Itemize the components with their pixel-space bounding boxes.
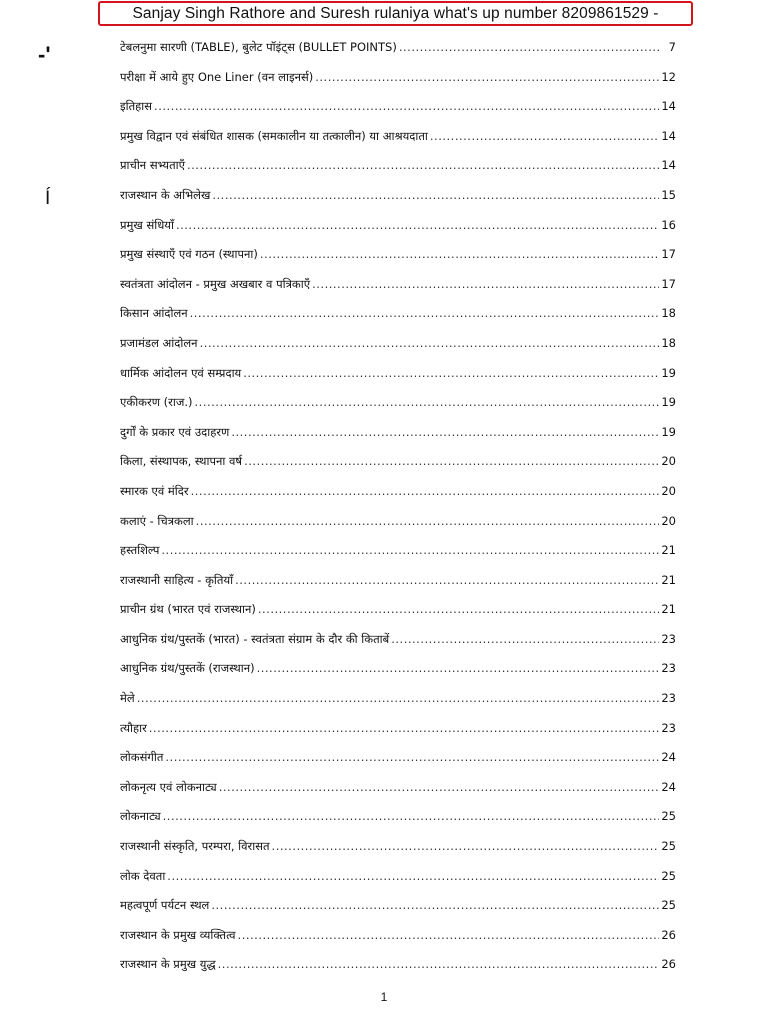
toc-entry-page: 23 [661, 691, 676, 706]
page-number: 1 [380, 990, 388, 1004]
banner-text: Sanjay Singh Rathore and Suresh rulaniya what's up number 8209861529 - [132, 4, 659, 22]
toc-entry[interactable] [120, 862, 676, 892]
toc-entry[interactable] [120, 211, 676, 241]
toc-entry-page: 7 [668, 40, 676, 54]
dot-leader [312, 270, 659, 300]
dot-leader [200, 329, 660, 359]
toc-entry-title: राजस्थान के प्रमुख युद्ध [120, 957, 216, 972]
toc-entry-page: 21 [661, 543, 676, 558]
dot-leader [190, 299, 660, 329]
toc-entry-title: राजस्थानी संस्कृति, परम्परा, विरासत [120, 839, 270, 854]
toc-entry[interactable] [120, 418, 676, 448]
toc-entry-title: एकीकरण (राज.) [120, 395, 193, 410]
dot-leader [195, 388, 660, 418]
dot-leader [212, 181, 659, 211]
toc-entry-title: लोकनाट्य [120, 809, 161, 824]
dot-leader [430, 122, 659, 152]
toc-entry[interactable] [120, 891, 676, 921]
toc-entry-page: 18 [661, 306, 676, 321]
toc-entry-title: परीक्षा में आये हुए One Liner (वन लाइनर्स) [120, 69, 314, 84]
dot-leader [257, 654, 660, 684]
dot-leader [211, 891, 659, 921]
toc-entry[interactable] [120, 240, 676, 270]
toc-entry-page: 23 [661, 661, 676, 676]
toc-entry-title: प्रमुख विद्वान एवं संबंधित शासक (समकालीन या तत्कालीन) या आश्रयदाता [120, 128, 428, 143]
toc-entry-title: किसान आंदोलन [120, 306, 188, 321]
dot-leader [235, 566, 659, 596]
dot-leader [243, 359, 659, 389]
dot-leader [165, 743, 659, 773]
margin-mark: Í [45, 188, 51, 209]
toc-entry-page: 15 [661, 187, 676, 202]
toc-entry-title: मेले [120, 691, 135, 706]
toc-entry-title: लोकनृत्य एवं लोकनाट्य [120, 779, 217, 794]
table-of-contents [120, 33, 676, 980]
toc-entry[interactable] [120, 388, 676, 418]
toc-entry-title: स्मारक एवं मंदिर [120, 483, 189, 498]
dot-leader [391, 625, 659, 655]
toc-entry[interactable] [120, 921, 676, 951]
margin-mark: -' [38, 42, 51, 67]
toc-entry-page: 23 [661, 631, 676, 646]
dot-leader [258, 595, 660, 625]
toc-entry-page: 24 [661, 779, 676, 794]
toc-entry-page: 25 [661, 809, 676, 824]
toc-entry-title: राजस्थान के अभिलेख [120, 187, 211, 202]
dot-leader [219, 773, 660, 803]
dot-leader [137, 684, 660, 714]
toc-entry-title: धार्मिक आंदोलन एवं सम्प्रदाय [120, 365, 242, 380]
toc-entry[interactable] [120, 802, 676, 832]
dot-leader [196, 507, 660, 537]
toc-entry-page: 19 [661, 424, 676, 439]
toc-entry[interactable] [120, 329, 676, 359]
toc-entry-title: प्रजामंडल आंदोलन [120, 335, 198, 350]
dot-leader [231, 418, 659, 448]
toc-entry-title: राजस्थान के प्रमुख व्यक्तित्व [120, 927, 236, 942]
toc-entry-page: 20 [661, 513, 676, 528]
toc-entry[interactable] [120, 92, 676, 122]
toc-entry-page: 20 [661, 454, 676, 469]
toc-entry-title: महत्वपूर्ण पर्यटन स्थल [120, 898, 210, 913]
toc-entry-title: हस्तशिल्प [120, 543, 160, 558]
toc-entry-title: टेबलनुमा सारणी (TABLE), बुलेट पॉइंट्स (BULLET POINTS) [120, 40, 397, 54]
toc-entry-title: राजस्थानी साहित्य - कृतियाँ [120, 572, 234, 587]
toc-entry[interactable] [120, 359, 676, 389]
toc-entry-page: 14 [661, 128, 676, 143]
toc-entry[interactable] [120, 625, 676, 655]
toc-entry-page: 21 [661, 602, 676, 617]
toc-entry-page: 14 [661, 158, 676, 173]
toc-entry-title: किला, संस्थापक, स्थापना वर्ष [120, 454, 243, 469]
toc-entry-page: 20 [661, 483, 676, 498]
toc-entry-title: प्राचीन सभ्यताएँ [120, 158, 185, 173]
toc-entry[interactable] [120, 477, 676, 507]
toc-entry-page: 19 [661, 395, 676, 410]
toc-entry-title: कलाएं - चित्रकला [120, 513, 194, 528]
toc-entry[interactable] [120, 595, 676, 625]
dot-leader [315, 63, 659, 93]
dot-leader [163, 802, 660, 832]
dot-leader [191, 477, 660, 507]
dot-leader [260, 240, 659, 270]
toc-entry[interactable] [120, 950, 676, 980]
toc-entry-title: प्राचीन ग्रंथ (भारत एवं राजस्थान) [120, 602, 256, 617]
dot-leader [218, 950, 660, 980]
toc-entry[interactable] [120, 832, 676, 862]
toc-entry[interactable] [120, 773, 676, 803]
dot-leader [272, 832, 660, 862]
toc-entry[interactable] [120, 122, 676, 152]
toc-entry[interactable] [120, 743, 676, 773]
toc-entry-page: 24 [661, 750, 676, 765]
toc-entry-page: 23 [661, 720, 676, 735]
toc-entry[interactable] [120, 33, 676, 63]
toc-entry-title: लोक देवता [120, 868, 166, 883]
toc-entry-page: 25 [661, 839, 676, 854]
dot-leader [161, 536, 659, 566]
toc-entry-page: 16 [661, 217, 676, 232]
toc-entry[interactable] [120, 299, 676, 329]
toc-entry-page: 19 [661, 365, 676, 380]
toc-entry[interactable] [120, 151, 676, 181]
dot-leader [187, 151, 659, 181]
toc-entry[interactable] [120, 63, 676, 93]
toc-entry-title: आधुनिक ग्रंथ/पुस्तकें (भारत) - स्वतंत्रता संग्राम के दौर की किताबें [120, 631, 390, 646]
toc-entry-page: 18 [661, 335, 676, 350]
dot-leader [399, 33, 660, 63]
toc-entry[interactable] [120, 684, 676, 714]
toc-entry[interactable] [120, 714, 676, 744]
toc-entry-title: स्वतंत्रता आंदोलन - प्रमुख अखबार व पत्रिकाएँ [120, 276, 311, 291]
toc-entry[interactable] [120, 507, 676, 537]
toc-entry[interactable] [120, 181, 676, 211]
toc-entry-page: 12 [661, 69, 676, 84]
toc-entry-title: दुर्गों के प्रकार एवं उदाहरण [120, 424, 230, 439]
toc-entry-title: लोकसंगीत [120, 750, 164, 765]
dot-leader [149, 714, 660, 744]
toc-entry-page: 26 [661, 957, 676, 972]
toc-entry-page: 14 [661, 99, 676, 114]
dot-leader [176, 211, 659, 241]
toc-entry-page: 17 [661, 276, 676, 291]
toc-entry-title: आधुनिक ग्रंथ/पुस्तकें (राजस्थान) [120, 661, 255, 676]
toc-entry-page: 25 [661, 898, 676, 913]
toc-entry[interactable] [120, 270, 676, 300]
dot-leader [154, 92, 659, 122]
dot-leader [238, 921, 660, 951]
dot-leader [167, 862, 659, 892]
toc-entry-title: त्यौहार [120, 720, 147, 735]
toc-entry[interactable] [120, 447, 676, 477]
toc-entry-page: 17 [661, 247, 676, 262]
toc-entry-title: प्रमुख संधियाँ [120, 217, 174, 232]
toc-entry[interactable] [120, 536, 676, 566]
toc-entry-title: प्रमुख संस्थाएँ एवं गठन (स्थापना) [120, 247, 258, 262]
toc-entry-title: इतिहास [120, 99, 153, 114]
toc-entry[interactable] [120, 566, 676, 596]
dot-leader [244, 447, 659, 477]
toc-entry-page: 21 [661, 572, 676, 587]
toc-entry-page: 26 [661, 927, 676, 942]
header-banner [98, 1, 693, 26]
toc-entry[interactable] [120, 654, 676, 684]
toc-entry-page: 25 [661, 868, 676, 883]
